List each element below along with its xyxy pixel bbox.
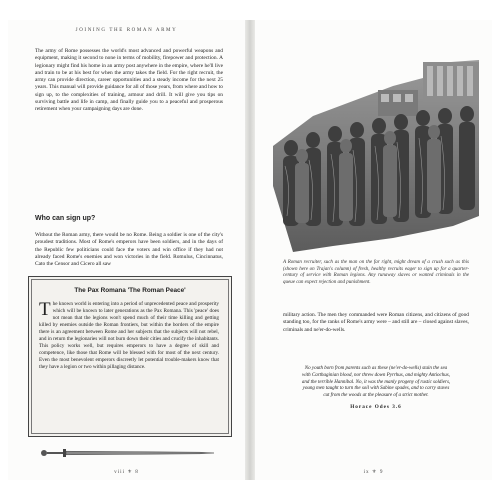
sword-ornament-icon: [40, 448, 216, 458]
image-caption: A Roman recruiter, such as the man on the far right, might dream of a crush such as this (shown here on Trajan's column) of fresh, healthy recruits eager to sign up for a quarter-century of service with Roman legions. Any runaway slaves or wanted criminals in the queue can expect rejection and punishment.: [283, 260, 469, 285]
sidebar-text-block: [39, 301, 219, 371]
continued-paragraph: military action. The men they commanded were Roman citizens, and citizens of good standing too, for the ranks of Rome's army were – and still are – closed against slaves, criminals and ne'er-do-wells.: [283, 312, 470, 333]
book-gutter: [245, 20, 255, 480]
sidebar-title: The Pax Romana 'The Roman Peace': [74, 287, 186, 294]
right-page-number: ix ⚜ 9: [363, 469, 384, 475]
drop-cap: T: [39, 299, 51, 320]
horace-quote: No youth born from parents such as these (ne'er-do-wells) stain the sea with Carthaginian blood, nor threw down Pyrrhus, and mighty Antiochus, and the terrible Hannibal. No, it was the manly progeny of rustic soldiers, young men taught to turn the soil with Sabine spades, and to carry staves cut from the woods at the pleasure of a strict mother.: [301, 366, 451, 399]
intro-paragraph: The army of Rome possesses the world's most advanced and powerful weapons and equipment, making it second to none in terms of mobility, firepower and protection. A legionary might find his home in an army post anywhere in the empire, where he'll live and train to be at his best for when the army takes the field. For the right recruit, the army can provide direction, career opportunities and a steady income for the next 25 years. This manual will provide guidance for all of those years, from where and how to sign up, to the complexities of training, armour and drill. It will give you tips on surviving battle and life in camp, and finally guide you to a peaceful and prosperous retirement when your campaigning days are done.: [35, 48, 223, 113]
right-page: [255, 20, 492, 480]
left-page-number: viii ⚜ 8: [114, 469, 139, 475]
trajan-column-relief-image: [273, 56, 479, 252]
sidebar-text: he known world is entering into a period of unprecedented peace and prosperity which will be known to later generations as the Pax Romana. This 'peace' does not mean that the legions won't spend much of their time killing and getting killed by enemies outside the Roman frontiers, but within the borders of the empire there is an agreement between Rome and her subjects that the subjects will not rebel, and in return the legionaries will not burn down their cities and crucify the inhabitants. This policy works well, but requires emperors to have a degree of skill and competence, like those that Rome will be blessed with for most of the next century. Even the most benevolent emperors discreetly let potential trouble-makers know that they have a legion or two within pillaging distance.: [39, 301, 219, 370]
running-head: JOINING THE ROMAN ARMY: [75, 28, 178, 33]
left-page: [8, 20, 245, 480]
pax-romana-sidebar: [28, 276, 232, 437]
section-heading: Who can sign up?: [35, 215, 96, 222]
quote-attribution: Horace Odes 3.6: [350, 404, 402, 410]
section-paragraph: Without the Roman army, there would be no Rome. Being a soldier is one of the city's proudest traditions. Most of Rome's emperors have been soldiers, and in the days of the Republic few politicians could face the voters and win office if they had not already faced Rome's enemies and won victories in the field. Romulus, Cincinnatus, Cato the Censor and Cicero all saw: [35, 232, 223, 268]
